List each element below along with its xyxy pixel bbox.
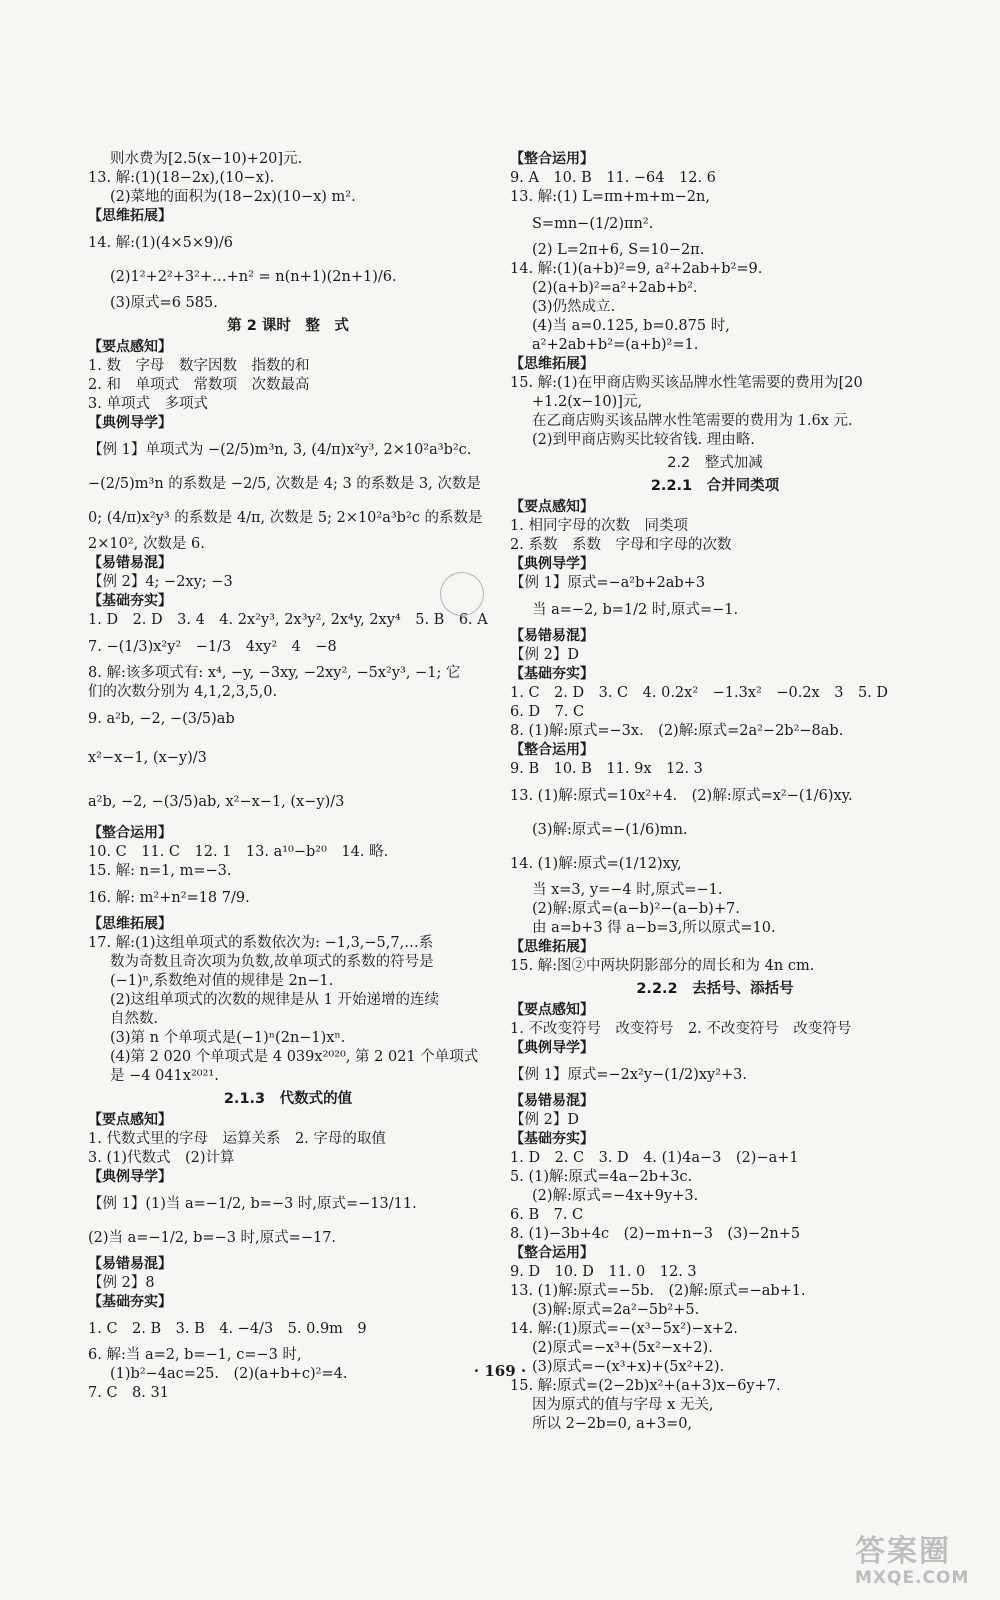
section-heading: 【易错易混】 <box>88 555 172 571</box>
lesson-title: 2.2.1 合并同类项 <box>650 478 780 494</box>
watermark-logo <box>855 1536 985 1594</box>
answer-line: (3)第 n 个单项式是(−1)ⁿ(2n−1)xⁿ. <box>110 1030 346 1046</box>
answer-line: (2)菜地的面积为(18−2x)(10−x) m². <box>110 189 356 205</box>
answer-line: 【例 2】D <box>510 1112 579 1128</box>
answer-line: 1. 不改变符号 改变符号 2. 不改变符号 改变符号 <box>510 1021 852 1037</box>
section-heading: 【易错易混】 <box>510 628 594 644</box>
page-number: · 169 · <box>473 1362 527 1380</box>
answer-line: 15. 解:(1)在甲商店购买该品牌水性笔需要的费用为[20 <box>510 375 863 391</box>
answer-line: (3)解:原式=−(1/6)mn. <box>532 822 688 838</box>
left-column <box>88 150 488 1403</box>
answer-line: 【例 1】原式=−2x²y−(1/2)xy²+3. <box>510 1067 748 1083</box>
answer-line: (4)第 2 020 个单项式是 4 039x²⁰²⁰, 第 2 021 个单项式 <box>110 1049 479 1065</box>
answer-line: 6. 解:当 a=2, b=−1, c=−3 时, <box>88 1347 302 1363</box>
answer-line: 所以 2−2b=0, a+3=0, <box>532 1416 693 1432</box>
answer-line: 1. 相同字母的次数 同类项 <box>510 518 688 534</box>
answer-line: 7. C 8. 31 <box>88 1385 169 1401</box>
section-heading: 【基础夯实】 <box>510 1131 594 1147</box>
answer-line: 1. C 2. D 3. C 4. 0.2x² −1.3x² −0.2x 3 5. D <box>510 685 889 701</box>
section-heading: 【易错易混】 <box>88 1256 172 1272</box>
answer-line: 1. C 2. B 3. B 4. −4/3 5. 0.9m 9 <box>88 1321 367 1337</box>
answer-line: S=mn−(1/2)πn². <box>532 216 654 232</box>
answer-line: 1. D 2. C 3. D 4. (1)4a−3 (2)−a+1 <box>510 1150 799 1166</box>
answer-line: 13. 解:(1) L=πn+m+m−2n, <box>510 189 710 205</box>
answer-line: 15. 解:原式=(2−2b)x²+(a+3)x−6y+7. <box>510 1378 781 1394</box>
answer-line: (2)这组单项式的次数的规律是从 1 开始递增的连续 <box>110 992 439 1008</box>
answer-line: 【例 1】单项式为 −(2/5)m³n, 3, (4/π)x²y³, 2×10²a³b²c. <box>88 442 472 458</box>
answer-line: 9. B 10. B 11. 9x 12. 3 <box>510 761 703 777</box>
answer-line: 0; (4/π)x²y³ 的系数是 4/π, 次数是 5; 2×10²a³b²c 的系数是 <box>88 510 483 526</box>
answer-line: 14. 解:(1)原式=−(x³−5x²)−x+2. <box>510 1321 738 1337</box>
section-heading: 【基础夯实】 <box>88 593 172 609</box>
answer-line: (3)原式=−(x³+x)+(5x²+2). <box>532 1359 725 1375</box>
answer-line: 【例 2】4; −2xy; −3 <box>88 574 233 590</box>
section-heading: 【要点感知】 <box>510 1002 594 1018</box>
lesson-title: 2.2.2 去括号、添括号 <box>636 981 794 997</box>
answer-line: 们的次数分别为 4,1,2,3,5,0. <box>88 684 278 700</box>
section-heading: 【基础夯实】 <box>88 1294 172 1310</box>
answer-line: 8. 解:该多项式有: x⁴, −y, −3xy, −2xy², −5x²y³, −1; 它 <box>88 665 461 681</box>
section-heading: 【典例导学】 <box>88 415 172 431</box>
answer-line: (3)仍然成立. <box>532 299 616 315</box>
answer-line: 则水费为[2.5(x−10)+20]元. <box>110 151 303 167</box>
answer-line: (2)1²+2²+3²+…+n² = n(n+1)(2n+1)/6. <box>110 269 397 285</box>
answer-line: 在乙商店购买该品牌水性笔需要的费用为 1.6x 元. <box>532 413 853 429</box>
watermark-line2: MXQE.COM <box>855 1568 970 1588</box>
answer-line: (2)解:原式=(a−b)²−(a−b)+7. <box>532 901 740 917</box>
answer-line: 13. (1)解:原式=−5b. (2)解:原式=−ab+1. <box>510 1283 806 1299</box>
answer-line: 14. 解:(1)(4×5×9)/6 <box>88 235 233 251</box>
answer-line: x²−x−1, (x−y)/3 <box>88 750 207 766</box>
answer-line: 13. 解:(1)(18−2x),(10−x). <box>88 170 275 186</box>
section-heading: 【典例导学】 <box>510 556 594 572</box>
answer-line: −(2/5)m³n 的系数是 −2/5, 次数是 4; 3 的系数是 3, 次数是 <box>88 476 481 492</box>
section-heading: 【整合运用】 <box>88 825 172 841</box>
answer-line: (2)原式=−x³+(5x²−x+2). <box>532 1340 713 1356</box>
answer-line: (2) L=2π+6, S=10−2π. <box>532 242 705 258</box>
section-heading: 【典例导学】 <box>88 1169 172 1185</box>
answer-line: 8. (1)−3b+4c (2)−m+n−3 (3)−2n+5 <box>510 1226 801 1242</box>
answer-line: 9. A 10. B 11. −64 12. 6 <box>510 170 716 186</box>
answer-line: 14. 解:(1)(a+b)²=9, a²+2ab+b²=9. <box>510 261 763 277</box>
answer-line: 1. 代数式里的字母 运算关系 2. 字母的取值 <box>88 1131 386 1147</box>
watermark-line1: 答案圈 <box>855 1534 951 1569</box>
answer-line: 16. 解: m²+n²=18 7/9. <box>88 890 250 906</box>
answer-line: (3)解:原式=2a²−5b²+5. <box>532 1302 700 1318</box>
answer-line: 1. D 2. D 3. 4 4. 2x²y³, 2x³y², 2x⁴y, 2xy⁴ 5. B 6. A <box>88 612 488 628</box>
answer-line: 17. 解:(1)这组单项式的系数依次为: −1,3,−5,7,…系 <box>88 935 434 951</box>
answer-line: (4)当 a=0.125, b=0.875 时, <box>532 318 730 334</box>
answer-line: 5. (1)解:原式=4a−2b+3c. <box>510 1169 693 1185</box>
answer-line: (3)原式=6 585. <box>110 295 218 311</box>
answer-line: a²b, −2, −(3/5)ab, x²−x−1, (x−y)/3 <box>88 794 345 810</box>
section-heading: 【整合运用】 <box>510 151 594 167</box>
section-heading: 【思维拓展】 <box>510 939 594 955</box>
answer-line: 数为奇数且奇次项为负数,故单项式的系数的符号是 <box>110 954 434 970</box>
answer-line: 7. −(1/3)x²y² −1/3 4xy² 4 −8 <box>88 639 337 655</box>
answer-line: 13. (1)解:原式=10x²+4. (2)解:原式=x²−(1/6)xy. <box>510 788 853 804</box>
answer-line: 6. B 7. C <box>510 1207 584 1223</box>
answer-line: (2)解:原式=−4x+9y+3. <box>532 1188 699 1204</box>
section-heading: 【要点感知】 <box>88 1112 172 1128</box>
section-heading: 【基础夯实】 <box>510 666 594 682</box>
answer-line: 15. 解:图②中两块阴影部分的周长和为 4n cm. <box>510 958 815 974</box>
lesson-title: 第 2 课时 整 式 <box>227 318 349 334</box>
answer-line: 2×10², 次数是 6. <box>88 536 205 552</box>
answer-line: 15. 解: n=1, m=−3. <box>88 863 232 879</box>
section-heading: 【易错易混】 <box>510 1093 594 1109</box>
answer-line: (2)(a+b)²=a²+2ab+b². <box>532 280 698 296</box>
section-heading: 【思维拓展】 <box>88 208 172 224</box>
answer-line: 由 a=b+3 得 a−b=3,所以原式=10. <box>532 920 776 936</box>
answer-line: 14. (1)解:原式=(1/12)xy, <box>510 856 682 872</box>
answer-line: (2)当 a=−1/2, b=−3 时,原式=−17. <box>88 1230 337 1246</box>
section-heading: 【整合运用】 <box>510 1245 594 1261</box>
answer-line: 因为原式的值与字母 x 无关, <box>532 1397 714 1413</box>
answer-line: 10. C 11. C 12. 1 13. a¹⁰−b²⁰ 14. 略. <box>88 844 389 860</box>
answer-line: 9. D 10. D 11. 0 12. 3 <box>510 1264 697 1280</box>
answer-line: 9. a²b, −2, −(3/5)ab <box>88 711 235 727</box>
answer-line: 【例 2】8 <box>88 1275 155 1291</box>
answer-line: 【例 1】(1)当 a=−1/2, b=−3 时,原式=−13/11. <box>88 1196 417 1212</box>
answer-line: 当 a=−2, b=1/2 时,原式=−1. <box>532 602 739 618</box>
answer-line: 【例 2】D <box>510 647 579 663</box>
answer-line: 3. 单项式 多项式 <box>88 396 208 412</box>
section-heading: 【整合运用】 <box>510 742 594 758</box>
lesson-title: 2.2 整式加减 <box>667 455 763 471</box>
answer-line: 8. (1)解:原式=−3x. (2)解:原式=2a²−2b²−8ab. <box>510 723 844 739</box>
lesson-title: 2.1.3 代数式的值 <box>223 1091 353 1107</box>
answer-line: 【例 1】原式=−a²b+2ab+3 <box>510 575 706 591</box>
answer-line: a²+2ab+b²=(a+b)²=1. <box>532 337 699 353</box>
section-heading: 【要点感知】 <box>88 339 172 355</box>
answer-line: 6. D 7. C <box>510 704 585 720</box>
section-heading: 【要点感知】 <box>510 499 594 515</box>
answer-line: 2. 系数 系数 字母和字母的次数 <box>510 537 732 553</box>
section-heading: 【典例导学】 <box>510 1040 594 1056</box>
answer-line: 2. 和 单项式 常数项 次数最高 <box>88 377 310 393</box>
answer-line: (1)b²−4ac=25. (2)(a+b+c)²=4. <box>110 1366 348 1382</box>
answer-line: (2)到甲商店购买比较省钱. 理由略. <box>532 432 755 448</box>
answer-line: +1.2(x−10)]元, <box>532 394 643 410</box>
section-heading: 【思维拓展】 <box>88 916 172 932</box>
answer-line: 1. 数 字母 数字因数 指数的和 <box>88 358 310 374</box>
answer-line: 是 −4 041x²⁰²¹. <box>110 1068 219 1084</box>
answer-line: 3. (1)代数式 (2)计算 <box>88 1150 235 1166</box>
answer-line: 当 x=3, y=−4 时,原式=−1. <box>532 882 723 898</box>
section-heading: 【思维拓展】 <box>510 356 594 372</box>
answer-line: 自然数. <box>110 1011 159 1027</box>
right-column <box>510 150 920 1434</box>
answer-line: (−1)ⁿ,系数绝对值的规律是 2n−1. <box>110 973 334 989</box>
